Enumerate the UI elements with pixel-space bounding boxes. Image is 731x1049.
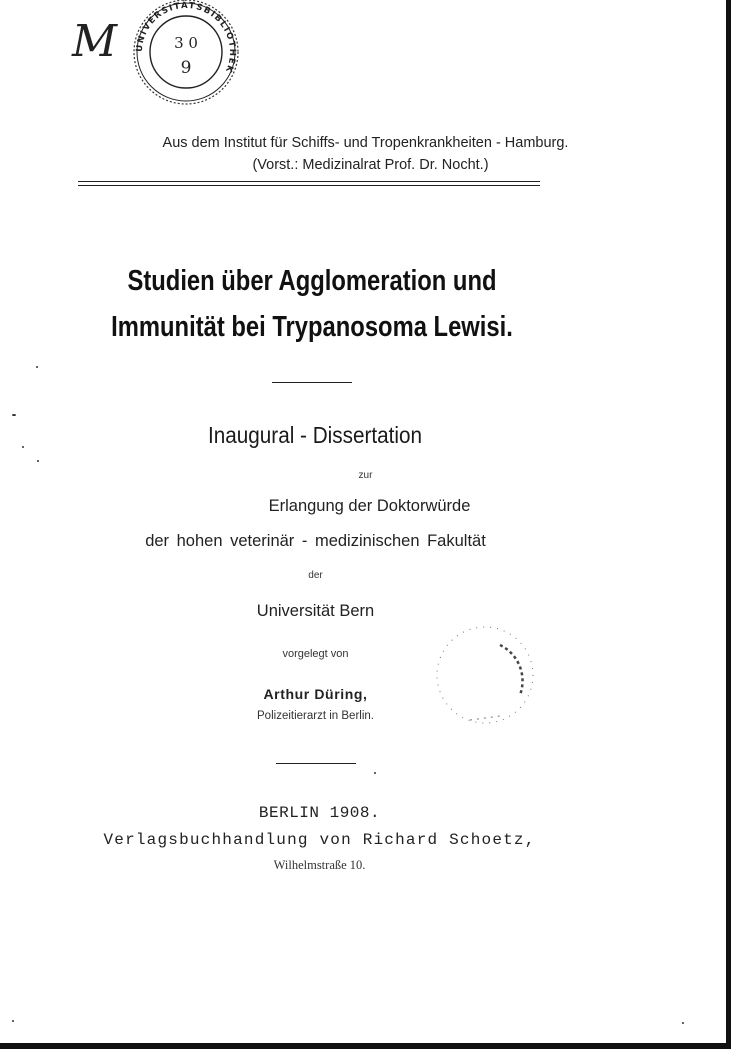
scan-speck xyxy=(374,772,376,774)
scan-speck xyxy=(22,446,24,448)
double-rule-bottom xyxy=(78,185,540,186)
submitted-by: vorgelegt von xyxy=(282,648,349,660)
divider-rule-2 xyxy=(276,763,356,764)
stamp-line-2: 9 xyxy=(180,58,192,78)
scan-speck xyxy=(12,1020,14,1022)
faculty-line: der hohen veterinär - medizinischen Fakultät xyxy=(145,532,486,550)
word-der: der xyxy=(308,570,323,581)
scan-edge-bottom xyxy=(0,1043,731,1049)
dissertation-heading: Inaugural - Dissertation xyxy=(207,422,423,448)
scan-speck xyxy=(37,460,39,462)
faint-stamp xyxy=(430,620,540,730)
university-line: Universität Bern xyxy=(256,602,375,620)
institute-line-1: Aus dem Institut für Schiffs- und Tropenkrankheiten - Hamburg. xyxy=(162,135,569,151)
library-stamp xyxy=(128,0,244,105)
handwritten-shelf-mark: M xyxy=(72,16,119,67)
scan-speck xyxy=(36,366,38,368)
word-zur: zur xyxy=(358,470,373,481)
stamp-ring-text: UNIVERSITÄTSBIBLIOTHEK xyxy=(134,0,238,75)
thesis-title xyxy=(56,258,568,350)
author-name: Arthur Düring, xyxy=(263,686,368,702)
double-rule-top xyxy=(78,181,540,182)
thesis-title-line-2: Immunität bei Trypanosoma Lewisi. xyxy=(111,311,513,343)
stamp-line-1: 3 0 xyxy=(174,34,198,52)
scan-speck xyxy=(12,414,16,416)
divider-rule-1 xyxy=(272,382,352,383)
institute-heading xyxy=(0,132,731,176)
imprint-publisher: Verlagsbuchhandlung von Richard Schoetz, xyxy=(103,831,536,849)
imprint-place-year: BERLIN 1908. xyxy=(258,804,381,822)
author-position: Polizeitierarzt in Berlin. xyxy=(257,710,374,722)
scan-speck xyxy=(682,1022,684,1024)
imprint-address: Wilhelmstraße 10. xyxy=(273,858,366,872)
institute-line-2: (Vorst.: Medizinalrat Prof. Dr. Nocht.) xyxy=(252,157,489,173)
thesis-title-line-1: Studien über Agglomeration und xyxy=(127,265,497,297)
purpose-line: Erlangung der Doktorwürde xyxy=(268,497,471,515)
